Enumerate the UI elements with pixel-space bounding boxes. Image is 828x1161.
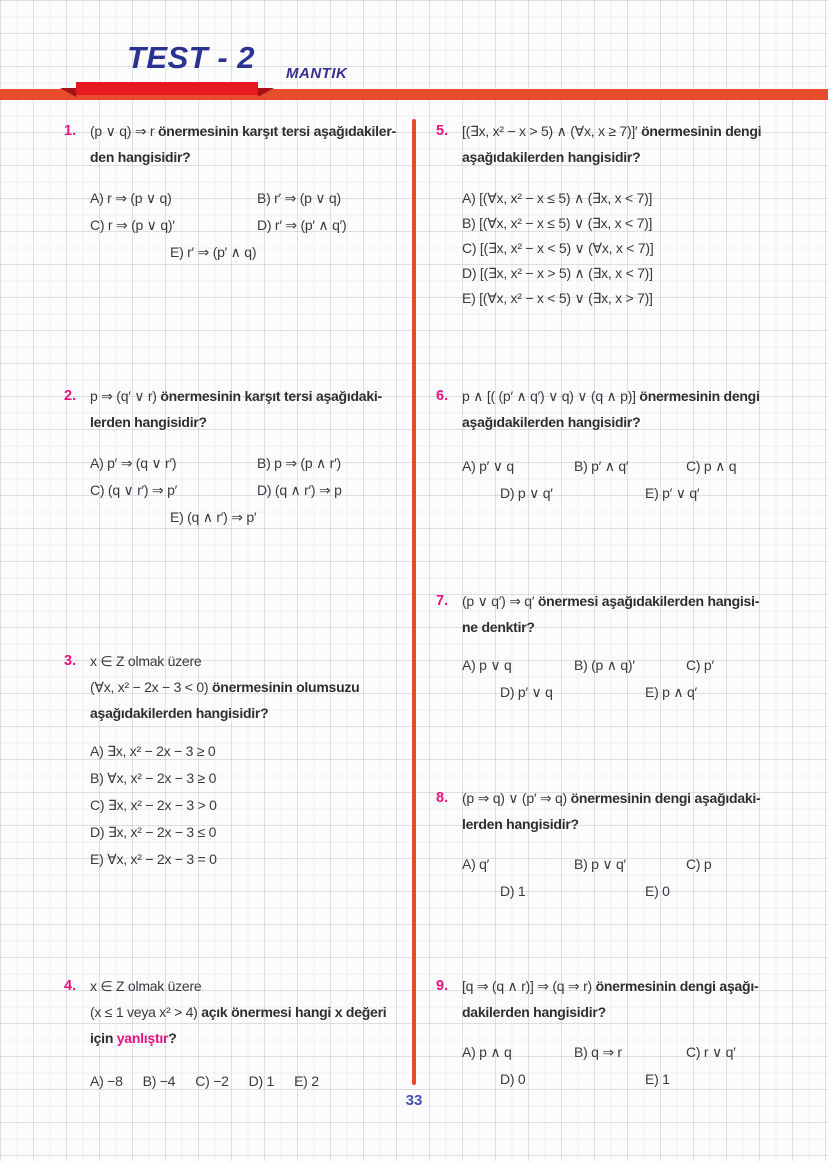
stem-line <box>90 999 413 1025</box>
option-d <box>90 824 216 840</box>
option-label: A) <box>462 856 476 872</box>
stem-line <box>90 1025 413 1051</box>
option-text: r′ ⇒ (p′ ∧ q) <box>187 244 257 260</box>
stem-line <box>90 973 413 999</box>
stem-segment: ne denktir? <box>462 619 535 635</box>
option-label: D) <box>500 883 515 899</box>
stem-segment: önermesinin dengi <box>639 388 760 404</box>
stem-line <box>462 785 816 811</box>
option-label: A) <box>462 1044 476 1060</box>
question-number: 8. <box>436 790 449 806</box>
option-label: D) <box>462 265 477 281</box>
option-row <box>90 185 413 212</box>
options <box>462 851 816 905</box>
option-text: p′ <box>703 657 714 673</box>
option-label: A) <box>462 657 476 673</box>
option-label: B) <box>574 856 588 872</box>
option-label: C) <box>462 240 477 256</box>
option-text: p′ ∨ q <box>517 684 553 700</box>
option-d <box>500 679 645 706</box>
stem-segment: önermesinin karşıt tersi aşağıdakiler- <box>157 123 396 139</box>
option-row <box>90 477 413 504</box>
option-row <box>462 652 816 679</box>
question-number: 7. <box>436 593 449 609</box>
option-label: E) <box>645 485 659 501</box>
option-text: r′ ⇒ (p′ ∧ q′) <box>274 217 347 233</box>
option-text: [(∃x, x² − x > 5) ∧ (∃x, x < 7)] <box>479 265 653 281</box>
option-text: p ∧ q <box>703 458 737 474</box>
option-text: [(∀x, x² − x ≤ 5) ∧ (∃x, x < 7)] <box>479 190 653 206</box>
option-label: C) <box>90 217 105 233</box>
option-row <box>90 792 413 819</box>
option-text: 0 <box>662 883 670 899</box>
option-d <box>500 480 645 507</box>
option-text: q′ <box>479 856 490 872</box>
option-c <box>686 1039 736 1066</box>
question-number: 1. <box>64 123 77 139</box>
option-label: E) <box>170 244 184 260</box>
option-a <box>462 652 574 679</box>
option-a <box>90 185 257 212</box>
option-a <box>90 450 257 477</box>
stem-segment: x ∈ Z olmak üzere <box>90 978 202 994</box>
stem-line <box>90 409 413 435</box>
option-text: [(∀x, x² − x < 5) ∨ (∃x, x > 7)] <box>479 290 653 306</box>
option-a <box>462 851 574 878</box>
option-a <box>462 190 652 206</box>
option-label: C) <box>90 797 105 813</box>
options <box>90 450 413 531</box>
stem-segment: aşağıdakilerden hangisidir? <box>90 705 269 721</box>
question-number: 6. <box>436 388 449 404</box>
option-text: −2 <box>213 1073 229 1089</box>
option-label: B) <box>257 455 271 471</box>
option-row <box>462 186 816 211</box>
option-label: C) <box>686 1044 701 1060</box>
option-label: D) <box>257 217 272 233</box>
stem-segment: [q ⇒ (q ∧ r)] ⇒ (q ⇒ r) <box>462 978 596 994</box>
stem-segment: açık önermesi hangi x değeri <box>201 1004 387 1020</box>
option-label: B) <box>90 770 104 786</box>
option-e <box>645 679 697 706</box>
option-row <box>90 846 413 873</box>
option-row <box>90 819 413 846</box>
option-text: 1 <box>662 1071 670 1087</box>
page-number: 33 <box>405 1092 423 1109</box>
stem-segment: (p ∨ q) ⇒ r <box>90 123 158 139</box>
question-number: 9. <box>436 978 449 994</box>
option-d <box>500 1066 645 1093</box>
options <box>90 1068 413 1095</box>
options <box>462 186 816 311</box>
option-text: 1 <box>517 883 526 899</box>
stem-line <box>90 144 413 170</box>
question-body <box>462 118 816 311</box>
option-text: 0 <box>517 1071 526 1087</box>
option-a <box>90 1068 123 1095</box>
option-row <box>462 211 816 236</box>
question-body <box>90 118 413 266</box>
option-text: ∃x, x² − 2x − 3 ≤ 0 <box>107 824 217 840</box>
option-label: C) <box>90 482 105 498</box>
option-e <box>90 851 217 867</box>
option-label: C) <box>195 1073 210 1089</box>
stem-line <box>462 118 816 144</box>
option-text: p ∧ q <box>479 1044 512 1060</box>
stem-segment: lerden hangisidir? <box>462 816 579 832</box>
question-body <box>462 588 816 706</box>
stem-segment: önermesi aşağıdakilerden hangisi- <box>537 593 760 609</box>
option-b <box>574 851 686 878</box>
option-text: (q ∧ r′) ⇒ p <box>274 482 342 498</box>
question-body <box>90 648 413 873</box>
option-row <box>462 679 816 706</box>
option-c <box>90 212 257 239</box>
option-text: −8 <box>107 1073 123 1089</box>
option-label: D) <box>500 1071 515 1087</box>
option-text: p′ ∨ q′ <box>662 485 700 501</box>
stem-segment: lerden hangisidir? <box>90 414 207 430</box>
question-number: 3. <box>64 653 77 669</box>
option-label: D) <box>500 485 515 501</box>
stem-segment: önermesinin dengi <box>641 123 762 139</box>
option-row <box>90 504 413 531</box>
question-4 <box>64 973 413 1095</box>
option-text: p ∧ q′ <box>662 684 697 700</box>
option-text: q ⇒ r <box>591 1044 622 1060</box>
options <box>462 1039 816 1093</box>
question-body <box>462 383 816 507</box>
stem-line <box>462 409 816 435</box>
stem-segment: [(∃x, x² − x > 5) ∧ (∀x, x ≥ 7)]′ <box>462 123 642 139</box>
stem-segment: önermesinin dengi aşağıdaki- <box>570 790 761 806</box>
option-text: p ∨ q′ <box>591 856 626 872</box>
option-text: [(∃x, x² − x < 5) ∨ (∀x, x < 7)] <box>479 240 654 256</box>
option-e <box>645 1066 670 1093</box>
option-c <box>90 477 257 504</box>
option-e <box>294 1068 319 1095</box>
stem-line <box>90 700 413 726</box>
title-ribbon <box>76 82 258 95</box>
stem-line <box>90 118 413 144</box>
stem-line <box>90 674 413 700</box>
option-c <box>462 240 653 256</box>
option-label: E) <box>645 883 659 899</box>
question-9 <box>436 973 816 1093</box>
option-text: 1 <box>266 1073 275 1089</box>
question-number: 5. <box>436 123 449 139</box>
option-label: B) <box>257 190 271 206</box>
option-text: p <box>703 856 712 872</box>
option-d <box>257 217 346 233</box>
option-label: C) <box>686 657 701 673</box>
left-column <box>64 105 413 1095</box>
option-row <box>462 480 816 507</box>
option-row <box>462 851 816 878</box>
question-body <box>90 973 413 1095</box>
stem-segment: için <box>90 1030 117 1046</box>
question-number: 4. <box>64 978 77 994</box>
page-title: TEST - 2 <box>127 40 256 75</box>
option-label: E) <box>90 851 104 867</box>
stem-line <box>462 614 816 640</box>
stem-segment: ? <box>168 1030 177 1046</box>
option-b <box>574 1039 686 1066</box>
option-text: ∀x, x² − 2x − 3 ≥ 0 <box>107 770 217 786</box>
option-text: ∀x, x² − 2x − 3 = 0 <box>107 851 217 867</box>
option-text: r′ ⇒ (p ∨ q) <box>274 190 341 206</box>
option-text: r ⇒ (p ∨ q)′ <box>107 217 175 233</box>
option-text: p ∨ q′ <box>517 485 553 501</box>
question-2 <box>64 383 413 531</box>
option-text: (q ∨ r′) ⇒ p′ <box>107 482 178 498</box>
option-b <box>462 215 652 231</box>
question-3 <box>64 648 413 873</box>
option-d <box>462 265 653 281</box>
option-label: A) <box>90 455 104 471</box>
subject-label: MANTIK <box>286 65 348 82</box>
option-e <box>645 480 699 507</box>
option-a <box>462 453 574 480</box>
stem-segment: x ∈ Z olmak üzere <box>90 653 202 669</box>
option-text: p′ ∧ q′ <box>591 458 629 474</box>
option-text: (p ∧ q)′ <box>591 657 635 673</box>
option-text: −4 <box>159 1073 176 1089</box>
option-row <box>90 450 413 477</box>
stem-segment: p ∧ [( (p′ ∧ q′) ∨ q) ∨ (q ∧ p)] <box>462 388 640 404</box>
option-row <box>90 738 413 765</box>
option-row <box>90 765 413 792</box>
option-text: r ∨ q′ <box>703 1044 736 1060</box>
option-label: D) <box>248 1073 263 1089</box>
option-d <box>257 482 342 498</box>
option-row <box>462 286 816 311</box>
option-b <box>90 770 216 786</box>
option-row <box>462 236 816 261</box>
options <box>462 652 816 706</box>
option-label: B) <box>574 657 588 673</box>
stem-segment: (x ≤ 1 veya x² > 4) <box>90 1004 202 1020</box>
option-text: 2 <box>311 1073 319 1089</box>
option-label: D) <box>90 824 105 840</box>
option-label: A) <box>462 458 476 474</box>
option-c <box>686 652 714 679</box>
option-c <box>686 453 736 480</box>
option-label: A) <box>90 190 104 206</box>
question-8 <box>436 785 816 905</box>
option-b <box>143 1068 176 1095</box>
option-row <box>462 878 816 905</box>
option-label: D) <box>257 482 272 498</box>
question-5 <box>436 118 816 311</box>
option-e <box>170 504 256 531</box>
option-label: D) <box>500 684 515 700</box>
option-b <box>574 652 686 679</box>
option-row <box>462 1066 816 1093</box>
option-e <box>645 878 670 905</box>
option-a <box>90 743 215 759</box>
stem-line <box>462 999 816 1025</box>
option-label: A) <box>90 743 104 759</box>
stem-line <box>462 144 816 170</box>
stem-line <box>90 648 413 674</box>
options <box>462 453 816 507</box>
stem-segment: (∀x, x² − 2x − 3 < 0) <box>90 679 212 695</box>
stem-segment: önermesinin olumsuzu <box>211 679 360 695</box>
option-e <box>170 239 256 266</box>
option-label: B) <box>574 458 588 474</box>
option-d <box>500 878 645 905</box>
option-c <box>90 797 217 813</box>
option-label: C) <box>686 856 701 872</box>
option-e <box>462 290 653 306</box>
option-label: E) <box>645 1071 659 1087</box>
stem-line <box>462 588 816 614</box>
option-d <box>249 1068 274 1095</box>
right-column <box>436 105 816 1093</box>
option-row <box>90 212 413 239</box>
option-text: (q ∧ r′) ⇒ p′ <box>187 509 257 525</box>
stem-line <box>90 383 413 409</box>
option-text: p ⇒ (p ∧ r′) <box>274 455 341 471</box>
options <box>90 185 413 266</box>
option-label: A) <box>462 190 476 206</box>
option-label: E) <box>170 509 184 525</box>
stem-segment: (p ∨ q′) ⇒ q′ <box>462 593 538 609</box>
option-label: C) <box>686 458 701 474</box>
question-1 <box>64 118 413 266</box>
stem-segment: den hangisidir? <box>90 149 191 165</box>
stem-line <box>462 973 816 999</box>
stem-line <box>462 811 816 837</box>
question-body <box>90 383 413 531</box>
option-row <box>90 1068 413 1095</box>
stem-segment: dakilerden hangisidir? <box>462 1004 606 1020</box>
stem-segment: aşağıdakilerden hangisidir? <box>462 149 641 165</box>
option-label: E) <box>294 1073 308 1089</box>
stem-line <box>462 383 816 409</box>
stem-segment: yanlıştır <box>116 1030 169 1046</box>
question-number: 2. <box>64 388 77 404</box>
option-label: A) <box>90 1073 104 1089</box>
question-6 <box>436 383 816 507</box>
option-row <box>90 239 413 266</box>
stem-segment: aşağıdakilerden hangisidir? <box>462 414 641 430</box>
option-c <box>686 851 711 878</box>
option-b <box>574 453 686 480</box>
stem-segment: p ⇒ (q′ ∨ r) <box>90 388 161 404</box>
question-body <box>462 973 816 1093</box>
option-text: ∃x, x² − 2x − 3 ≥ 0 <box>107 743 216 759</box>
question-7 <box>436 588 816 706</box>
option-row <box>462 261 816 286</box>
option-label: E) <box>462 290 476 306</box>
option-a <box>462 1039 574 1066</box>
option-row <box>462 1039 816 1066</box>
option-text: [(∀x, x² − x ≤ 5) ∨ (∃x, x < 7)] <box>479 215 653 231</box>
stem-segment: (p ⇒ q) ∨ (p′ ⇒ q) <box>462 790 571 806</box>
option-label: B) <box>574 1044 588 1060</box>
option-text: r ⇒ (p ∨ q) <box>107 190 172 206</box>
option-text: p′ ∨ q <box>479 458 514 474</box>
stem-segment: önermesinin dengi aşağı- <box>595 978 759 994</box>
options <box>90 738 413 873</box>
option-text: p′ ⇒ (q ∨ r′) <box>107 455 177 471</box>
option-text: ∃x, x² − 2x − 3 > 0 <box>107 797 217 813</box>
stem-segment: önermesinin karşıt tersi aşağıdaki- <box>160 388 382 404</box>
option-label: E) <box>645 684 659 700</box>
option-label: B) <box>142 1073 157 1089</box>
option-c <box>195 1068 228 1095</box>
option-b <box>257 455 341 471</box>
option-text: p ∨ q <box>479 657 512 673</box>
question-body <box>462 785 816 905</box>
option-b <box>257 190 341 206</box>
option-label: B) <box>462 215 476 231</box>
option-row <box>462 453 816 480</box>
